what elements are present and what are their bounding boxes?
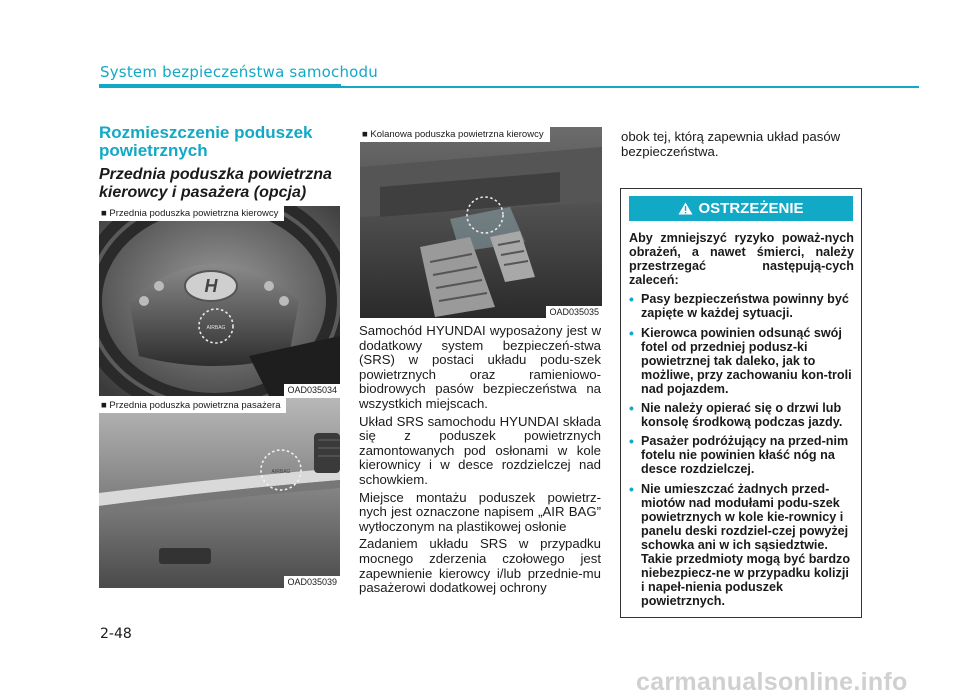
body-paragraph: Miejsce montażu poduszek powietrz-nych jest oznaczone napisem „AIR BAG” wytłoczonym na plastikowej osłonie [359,489,601,534]
dashboard-illustration [99,398,340,588]
svg-text:AIRBAG: AIRBAG [206,325,226,331]
warning-item: • Pasy bezpieczeństwa powinny być zapięte w każdej sytuacji. [629,291,849,321]
warning-item: • Pasażer podróżujący na przed-nim fotelu nie powinien kłaść nóg na desce rozdzielczej. [629,433,849,477]
photo-caption: ■ Kolanowa poduszka powietrzna kierowcy [360,127,550,142]
bullet-icon: • [629,433,634,450]
warning-triangle-icon [678,202,693,215]
svg-text:AIRBAG: AIRBAG [271,469,291,475]
warning-intro: Aby zmniejszyć ryzyko poważ-nych obrażeń, a nawet śmierci, należy przestrzegać następują-cych zaleceń: [629,231,854,288]
photo-caption: ■ Przednia poduszka powietrzna pasażera [99,398,286,413]
header-bar [99,84,341,88]
passenger-airbag-photo [99,398,340,588]
body-paragraph: Samochód HYUNDAI wyposażony jest w dodatkowy system bezpieczeń-stwa (SRS) w postaci układu podu-szek powietrznych oraz ramieniowo-biodrowych pasów bezpieczeństwa na wszystkich miejscach. [359,323,601,411]
photo-code: OAD035034 [284,384,340,396]
subsection-title: Przednia poduszka powietrzna kierowcy i pasażera (opcja) [99,166,332,201]
warning-body [621,221,861,608]
body-text-right [621,130,861,162]
bullet-icon: • [629,480,634,497]
body-paragraph: Zadaniem układu SRS w przypadku mocnego zderzenia czołowego jest zapewnienie kierowcy i/lub przednie-mu pasażerowi dodatkowej ochrony [359,536,601,596]
warning-item: • Nie należy opierać się o drzwi lub konsolę środkową podczas jazdy. [629,400,843,430]
svg-text:H: H [204,276,218,296]
steering-wheel-illustration [99,206,340,396]
photo-code: OAD035039 [284,576,340,588]
warning-header [629,196,853,221]
warning-item: • Kierowca powinien odsunąć swój fotel od przedniej podusz-ki powietrznej tak daleko, jak to możliwe, przy zachowaniu kon-troli nad pojazdem. [629,324,852,396]
photo-code: OAD035035 [546,306,602,318]
header-title: System bezpieczeństwa samochodu [100,63,378,81]
bullet-icon: • [629,400,634,417]
section-title: Rozmieszczenie poduszek powietrznych [99,123,313,160]
warning-list [629,292,854,608]
bullet-icon: • [629,291,634,308]
photo-caption: ■ Przednia poduszka powietrzna kierowcy [99,206,284,221]
warning-title: OSTRZEŻENIE [698,200,804,217]
warning-item: • Nie umieszczać żadnych przed-miotów nad modułami podu-szek powietrznych w kole kie-rownicy i panelu deski rozdziel-czej powyżej schowka ani w ich sąsiedztwie. Takie przedmioty mogą być bardzo niebezpiecz-ne w przypadku kolizji i napeł-nienia poduszek powietrznych. [629,480,851,609]
body-paragraph: Układ SRS samochodu HYUNDAI składa się z poduszek powietrznych zamontowanych pod osłonami w kole kierownicy i w desce rozdzielczej nad schowkiem. [359,413,601,487]
body-paragraph: obok tej, którą zapewnia układ pasów bezpieczeństwa. [621,129,841,159]
knee-airbag-photo [360,127,602,318]
warning-box [620,188,862,618]
driver-airbag-photo [99,206,340,396]
bullet-icon: • [629,324,634,341]
header-line [341,86,919,88]
page-number: 2-48 [100,626,132,642]
watermark: carmanualsonline.info [636,668,908,696]
pedals-illustration [360,127,602,318]
body-text-middle [359,324,601,599]
